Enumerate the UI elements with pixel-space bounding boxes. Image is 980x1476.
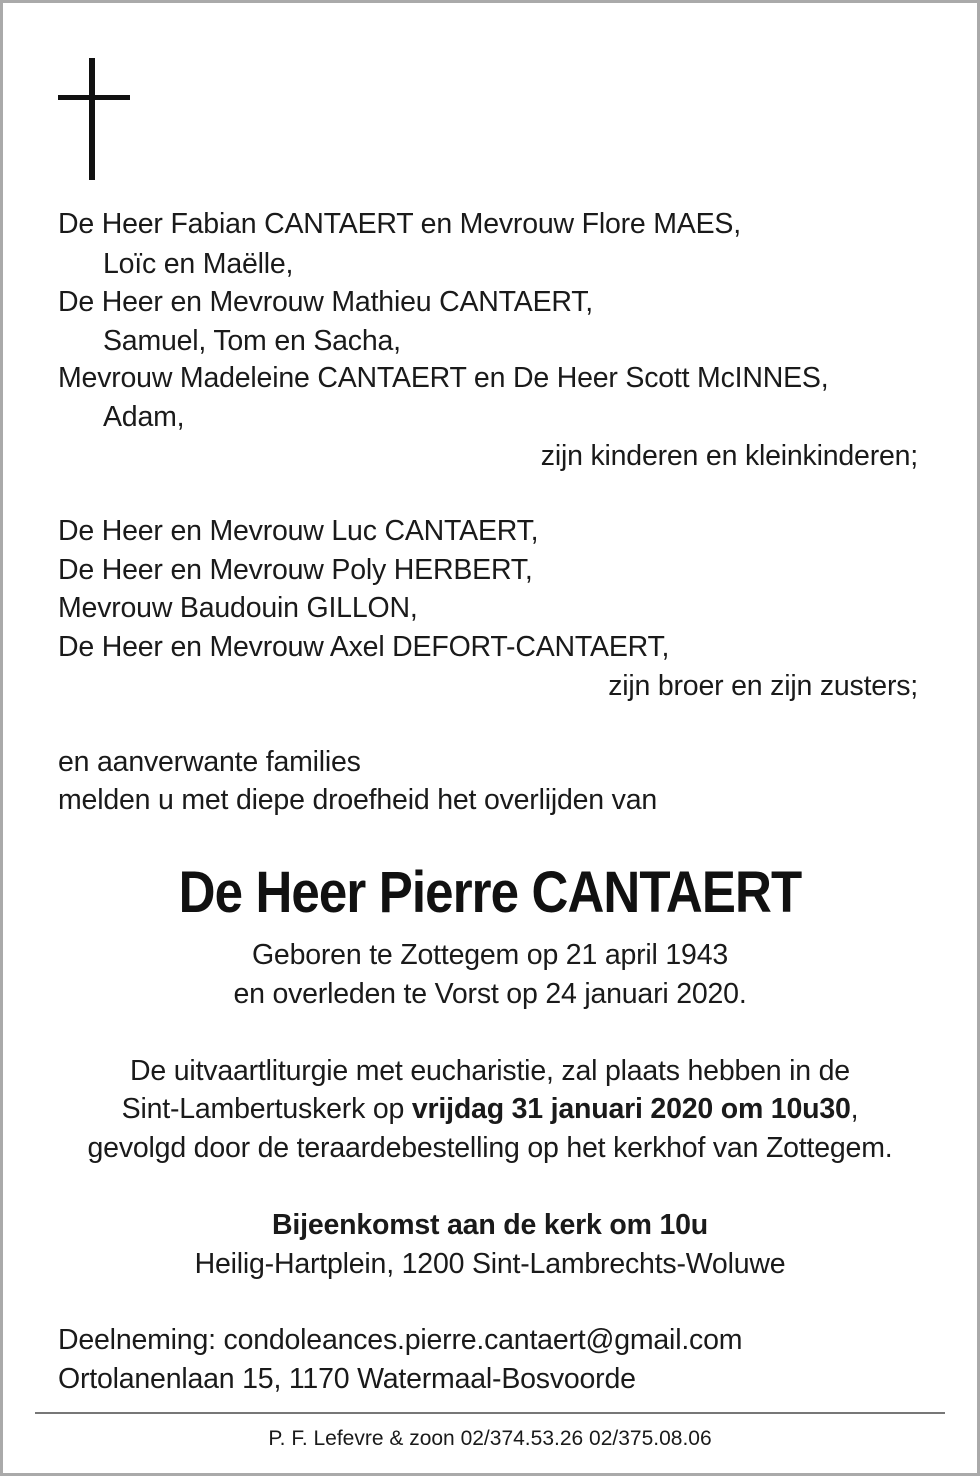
ceremony-line-3: gevolgd door de teraardebestelling op het kerkhof van Zottegem. [87, 1132, 893, 1164]
condolences-address-line: Ortolanenlaan 15, 1170 Watermaal-Bosvoorde [58, 1363, 636, 1395]
footer-divider [35, 1412, 945, 1414]
family-line-fabian: De Heer Fabian CANTAERT en Mevrouw Flore MAES, [58, 208, 741, 240]
families-line: en aanverwante families [58, 746, 361, 778]
sibling-line-poly: De Heer en Mevrouw Poly HERBERT, [58, 554, 533, 586]
grandchildren-line-samuel: Samuel, Tom en Sacha, [103, 325, 401, 357]
grandchildren-line-adam: Adam, [103, 401, 185, 433]
ceremony-line-2 [0, 1090, 980, 1128]
ceremony-comma: , [850, 1093, 859, 1125]
deceased-name: De Heer Pierre CANTAERT [178, 860, 802, 925]
ceremony-line-1: De uitvaartliturgie met eucharistie, zal plaats hebben in de [130, 1055, 850, 1087]
grandchildren-line-loic: Loïc en Maëlle, [103, 248, 294, 280]
gathering-address: Heilig-Hartplein, 1200 Sint-Lambrechts-Woluwe [194, 1248, 786, 1280]
cross-icon [58, 58, 130, 180]
sibling-line-axel: De Heer en Mevrouw Axel DEFORT-CANTAERT, [58, 631, 670, 663]
children-relation: zijn kinderen en kleinkinderen; [540, 440, 918, 472]
gathering-title: Bijeenkomst aan de kerk om 10u [272, 1209, 708, 1241]
funeral-home-footer: P. F. Lefevre & zoon 02/374.53.26 02/375.08.06 [268, 1427, 712, 1450]
condolences-email-line: Deelneming: condoleances.pierre.cantaert@gmail.com [58, 1324, 743, 1356]
sibling-line-baudouin: Mevrouw Baudouin GILLON, [58, 592, 418, 624]
ceremony-datetime: vrijdag 31 januari 2020 om 10u30 [411, 1093, 851, 1125]
ceremony-church: Sint-Lambertuskerk op [121, 1093, 412, 1125]
died-line: en overleden te Vorst op 24 januari 2020. [233, 978, 747, 1010]
announce-line: melden u met diepe droefheid het overlijden van [58, 784, 657, 816]
family-line-mathieu: De Heer en Mevrouw Mathieu CANTAERT, [58, 286, 594, 318]
born-line: Geboren te Zottegem op 21 april 1943 [251, 939, 729, 971]
family-line-madeleine: Mevrouw Madeleine CANTAERT en De Heer Scott McINNES, [58, 362, 829, 394]
sibling-line-luc: De Heer en Mevrouw Luc CANTAERT, [58, 515, 539, 547]
siblings-relation: zijn broer en zijn zusters; [608, 670, 918, 702]
